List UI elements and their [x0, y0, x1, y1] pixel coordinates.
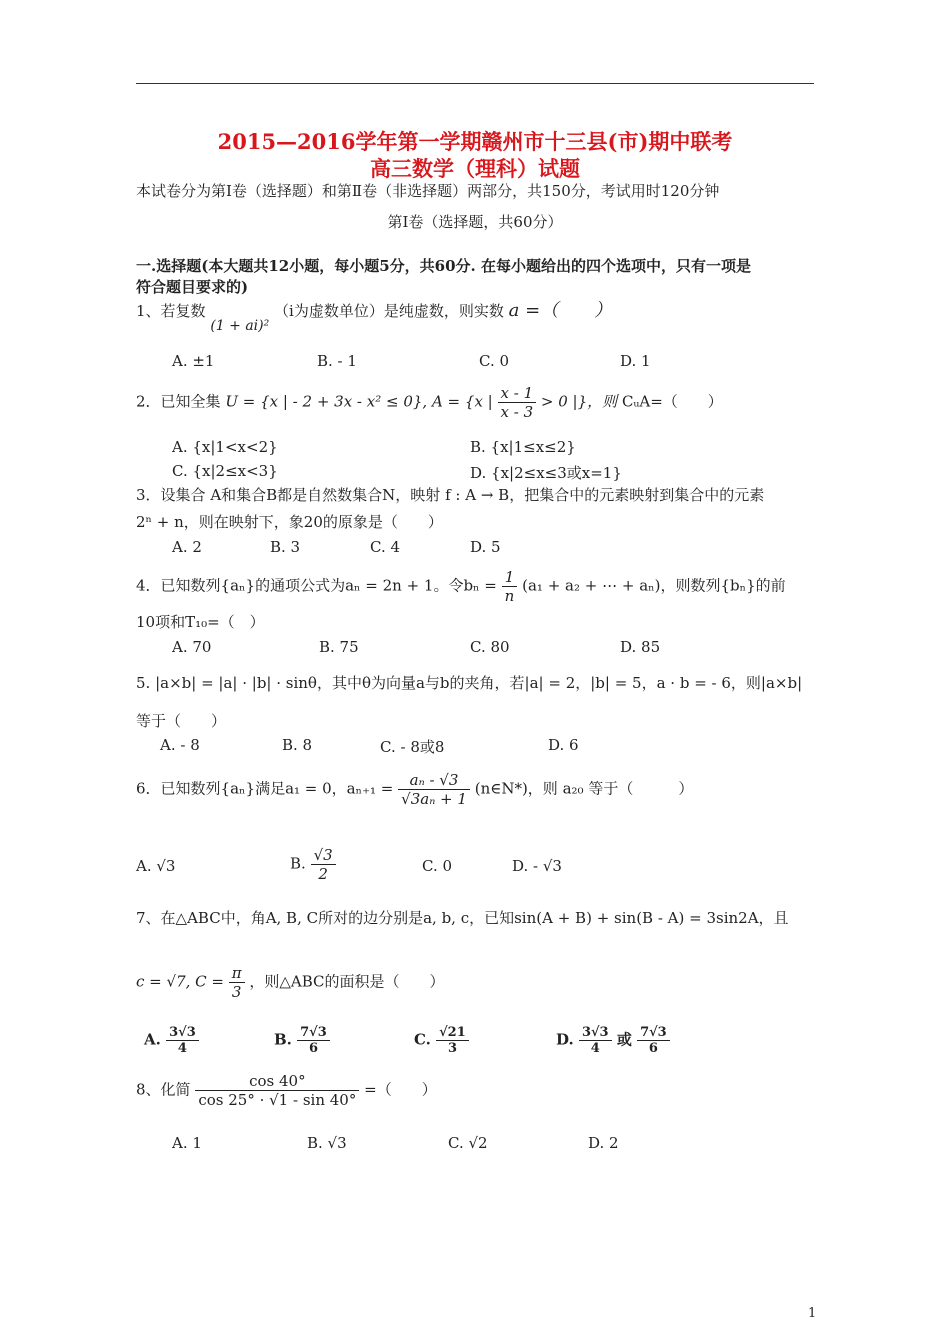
q2-expr-end: > 0 |}，则	[540, 392, 618, 411]
question-8	[136, 1072, 437, 1109]
q7-optd-label: D.	[556, 1030, 574, 1049]
q7-optd-den1: 4	[590, 1041, 600, 1056]
q1-option-d[interactable]: D. 1	[620, 352, 651, 370]
q3-option-c[interactable]: C. 4	[370, 538, 401, 556]
q7-opta-fraction	[166, 1025, 199, 1056]
q5-option-d[interactable]: D. 6	[548, 736, 579, 754]
q8-fraction	[195, 1072, 359, 1109]
page-number: 1	[808, 1306, 817, 1321]
q6-suffix: (n∈N*)，则 a₂₀ 等于（ ）	[474, 779, 694, 798]
q7-optc-fraction	[436, 1025, 469, 1056]
q6-option-b-fraction	[311, 846, 336, 883]
q1-prefix: 1、若复数	[136, 302, 206, 320]
q1-option-a[interactable]: A. ±1	[172, 352, 215, 370]
q7-optd-fraction-2	[637, 1025, 670, 1056]
q6-option-b[interactable]	[290, 846, 336, 883]
exam-subtitle: 高三数学（理科）试题	[370, 156, 580, 181]
q6-option-a[interactable]: A. √3	[136, 857, 176, 875]
q7-frac-num: π	[229, 964, 245, 983]
question-3	[136, 484, 764, 505]
q4-option-d[interactable]: D. 85	[620, 638, 661, 656]
q6-option-d[interactable]: D. - √3	[512, 857, 562, 875]
question-1	[136, 296, 613, 334]
q4-option-b[interactable]: B. 75	[319, 638, 359, 656]
q1-end: a =（ ）	[508, 300, 613, 321]
q8-option-a[interactable]: A. 1	[172, 1134, 202, 1152]
q2-option-c[interactable]: C. {x|2≤x<3}	[172, 462, 278, 480]
q8-frac-num: cos 40°	[195, 1072, 359, 1091]
q2-option-a[interactable]: A. {x|1<x<2}	[172, 438, 278, 456]
q1-expr: (1 + ai)²	[210, 318, 270, 334]
q7-cond: c = √7, C =	[136, 972, 224, 991]
exam-intro: 本试卷分为第Ⅰ卷（选择题）和第Ⅱ卷（非选择题）两部分，共150分，考试用时120分钟	[136, 182, 720, 200]
q3-option-d[interactable]: D. 5	[470, 538, 501, 556]
q2-frac-num: x - 1	[498, 384, 537, 403]
q4-frac-den: n	[504, 587, 515, 605]
q6-optb-den: 2	[318, 865, 328, 883]
question-4-cont: 10项和T₁₀=（ ）	[136, 613, 265, 631]
exam-title: 2015—2016学年第一学期赣州市十三县(市)期中联考	[217, 129, 733, 154]
q2-prefix: 2．已知全集	[136, 392, 221, 411]
q2-frac-den: x - 3	[500, 403, 534, 421]
q7-optd-den2: 6	[648, 1041, 658, 1056]
q8-suffix: =（ ）	[364, 1080, 437, 1099]
question-6	[136, 771, 693, 808]
q7-optb-label: B.	[274, 1030, 292, 1049]
q3-text-c: f : A → B，把集合中的元素映射到集合中的元素	[445, 486, 765, 504]
q7-option-b[interactable]	[274, 1025, 330, 1056]
q2-expr: U = {x | - 2 + 3x - x² ≤ 0}, A = {x |	[225, 392, 493, 411]
q8-prefix: 8、化简	[136, 1080, 191, 1099]
q7-optd-num2: 7√3	[637, 1025, 670, 1041]
q1-option-c[interactable]: C. 0	[479, 352, 510, 370]
q7-option-c[interactable]	[414, 1025, 469, 1056]
q8-option-b[interactable]: B. √3	[307, 1134, 347, 1152]
section-heading-cont: 符合题目要求的)	[136, 278, 249, 296]
q7-optd-fraction-1	[579, 1025, 612, 1056]
q7-option-d[interactable]	[556, 1025, 670, 1056]
section-heading: 一.选择题(本大题共12小题，每小题5分，共60分. 在每小题给出的四个选项中，只有一项是	[136, 257, 751, 275]
q7-optb-den: 6	[308, 1041, 318, 1056]
q7-optc-den: 3	[447, 1041, 457, 1056]
q2-tail: CᵤA=（ ）	[621, 392, 723, 411]
q7-opta-label: A.	[144, 1030, 161, 1049]
q7-fraction	[229, 964, 245, 1001]
part-one-title: 第Ⅰ卷（选择题，共60分）	[387, 213, 563, 231]
q5-option-b[interactable]: B. 8	[282, 736, 313, 754]
question-5-cont: 等于（ ）	[136, 712, 227, 730]
q2-option-d[interactable]: D. {x|2≤x≤3或x=1}	[470, 464, 622, 482]
q5-option-c[interactable]: C. - 8或8	[380, 738, 445, 756]
q5-option-a[interactable]: A. - 8	[160, 736, 200, 754]
q8-option-d[interactable]: D. 2	[588, 1134, 619, 1152]
q6-optb-num: √3	[311, 846, 336, 865]
q7-opta-den: 4	[177, 1041, 187, 1056]
q7-optd-or: 或	[616, 1030, 632, 1049]
q4-frac-num: 1	[502, 568, 518, 587]
q6-frac-num: aₙ - √3	[398, 771, 470, 790]
q7-option-a[interactable]	[144, 1025, 199, 1056]
q7-frac-den: 3	[231, 983, 242, 1001]
q2-option-b[interactable]: B. {x|1≤x≤2}	[470, 438, 576, 456]
q4-text-b: (a₁ + a₂ + ⋯ + aₙ)，则数列{bₙ}的前	[522, 576, 786, 595]
q3-option-a[interactable]: A. 2	[172, 538, 202, 556]
header-rule	[136, 83, 814, 84]
q1-mid: （i为虚数单位）是纯虚数，则实数	[274, 302, 504, 320]
q3-text-b: A和集合B都是自然数集合N，映射	[210, 486, 441, 504]
q6-option-c[interactable]: C. 0	[422, 857, 453, 875]
q6-frac-den: √3aₙ + 1	[401, 790, 467, 808]
q2-fraction	[498, 384, 537, 421]
q7-optb-num: 7√3	[297, 1025, 330, 1041]
q6-prefix: 6．已知数列{aₙ}满足a₁ = 0，aₙ₊₁ =	[136, 779, 394, 798]
q3-option-b[interactable]: B. 3	[270, 538, 301, 556]
q7-optc-num: √21	[436, 1025, 469, 1041]
q4-option-a[interactable]: A. 70	[172, 638, 212, 656]
question-3-cont: 2ⁿ + n，则在映射下，象20的原象是（ ）	[136, 513, 443, 531]
q8-option-c[interactable]: C. √2	[448, 1134, 488, 1152]
question-5: 5. |a×b| = |a| · |b| · sinθ，其中θ为向量a与b的夹角，若|a| = 2，|b| = 5，a · b = - 6，则|a×b|	[136, 674, 803, 692]
q6-option-b-label: B.	[290, 854, 306, 873]
question-7-cont	[136, 964, 445, 1001]
q4-fraction	[502, 568, 518, 605]
q4-option-c[interactable]: C. 80	[470, 638, 510, 656]
q6-fraction	[398, 771, 470, 808]
q7-tail: ，则△ABC的面积是（ ）	[249, 972, 445, 991]
q7-optc-label: C.	[414, 1030, 431, 1049]
q4-text-a: 4．已知数列{aₙ}的通项公式为aₙ = 2n + 1。令bₙ =	[136, 576, 497, 595]
q1-option-b[interactable]: B. - 1	[317, 352, 357, 370]
question-4	[136, 568, 786, 605]
q7-optb-fraction	[297, 1025, 330, 1056]
question-7: 7、在△ABC中，角A, B, C所对的边分别是a, b, c，已知sin(A + B) + sin(B - A) = 3sin2A，且	[136, 909, 789, 927]
q7-opta-num: 3√3	[166, 1025, 199, 1041]
q8-frac-den: cos 25° · √1 - sin 40°	[198, 1091, 357, 1109]
question-2	[136, 384, 723, 421]
q7-optd-num1: 3√3	[579, 1025, 612, 1041]
q3-text-a: 3．设集合	[136, 486, 206, 504]
